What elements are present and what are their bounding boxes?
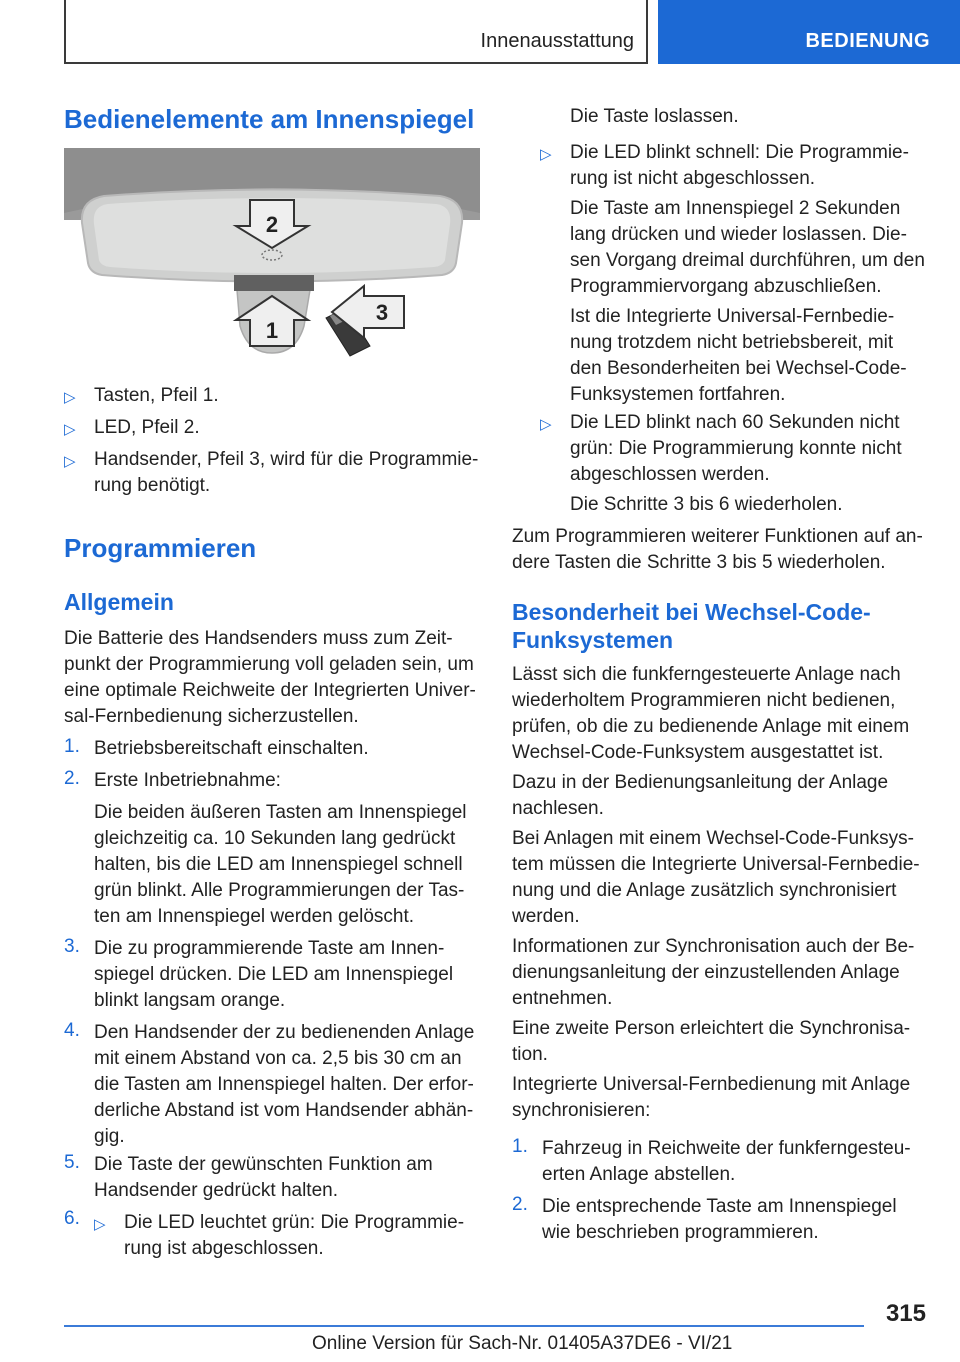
- paragraph-line: sen Vorgang dreimal durchführen, um den: [570, 250, 925, 271]
- step-text: Fahrzeug in Reichweite der funkferngesteu-: [542, 1138, 911, 1159]
- step-text: mit einem Abstand von ca. 2,5 bis 30 cm an: [94, 1048, 462, 1069]
- step-text: Die beiden äußeren Tasten am Innenspiegel: [94, 802, 467, 823]
- paragraph-line: Bei Anlagen mit einem Wechsel-Code-Funksys-: [512, 828, 914, 849]
- bullet-triangle-icon: ▷: [540, 416, 552, 433]
- paragraph-line: Funksystemen fortfahren.: [570, 384, 786, 405]
- step-text: gig.: [94, 1126, 125, 1147]
- subheading-wechsel-code-cont: Funksystemen: [512, 627, 674, 653]
- step-number: 6.: [64, 1208, 80, 1229]
- paragraph-line: nung und die Anlage zusätzlich synchronisiert: [512, 880, 897, 901]
- list-item: Handsender, Pfeil 3, wird für die Programmie-: [94, 449, 479, 470]
- paragraph-line: entnehmen.: [512, 988, 613, 1009]
- step-number: 2.: [512, 1194, 528, 1215]
- paragraph-line: dienungsanleitung der einzustellenden Anlage: [512, 962, 900, 983]
- step-text: Betriebsbereitschaft einschalten.: [94, 738, 369, 759]
- paragraph-line: Informationen zur Synchronisation auch der Be-: [512, 936, 915, 957]
- arrow-label-1: 1: [265, 318, 279, 343]
- paragraph-line: den Besonderheiten bei Wechsel-Code-: [570, 358, 907, 379]
- step-text: Die entsprechende Taste am Innenspiegel: [542, 1196, 897, 1217]
- step-number: 1.: [64, 736, 80, 757]
- step-text: erten Anlage abstellen.: [542, 1164, 736, 1185]
- bullet-triangle-icon: ▷: [540, 146, 552, 163]
- list-item: LED, Pfeil 2.: [94, 417, 200, 438]
- bullet-triangle-icon: ▷: [94, 1216, 106, 1233]
- list-item: grün: Die Programmierung konnte nicht: [570, 438, 902, 459]
- paragraph-line: Die Batterie des Handsenders muss zum Zeit-: [64, 628, 453, 649]
- step-text: halten, bis die LED am Innenspiegel schnell: [94, 854, 463, 875]
- bullet-triangle-icon: ▷: [64, 453, 76, 470]
- mirror-buttons: [234, 275, 314, 291]
- paragraph-line: lang drücken und wieder loslassen. Die-: [570, 224, 907, 245]
- paragraph-line: sal-Fernbedienung sicherzustellen.: [64, 706, 359, 727]
- footer-version: Online Version für Sach-Nr. 01405A37DE6 - VI/21: [312, 1333, 733, 1354]
- step-number: 1.: [512, 1136, 528, 1157]
- mirror-illustration: [64, 148, 480, 358]
- step-text: die Tasten am Innenspiegel halten. Der erfor-: [94, 1074, 474, 1095]
- subheading-allgemein: Allgemein: [64, 589, 174, 615]
- list-item: abgeschlossen werden.: [570, 464, 770, 485]
- step-text: grün blinkt. Alle Programmierungen der Tas-: [94, 880, 465, 901]
- paragraph-line: synchronisieren:: [512, 1100, 651, 1121]
- paragraph-line: punkt der Programmierung voll geladen sein, um: [64, 654, 474, 675]
- step-text: blinkt langsam orange.: [94, 990, 286, 1011]
- footer-divider: [64, 1325, 864, 1327]
- step-text: wie beschrieben programmieren.: [542, 1222, 819, 1243]
- list-item-cont: rung benötigt.: [94, 475, 211, 496]
- list-item: Tasten, Pfeil 1.: [94, 385, 219, 406]
- paragraph-line: tem müssen die Integrierte Universal-Fernbedie-: [512, 854, 920, 875]
- step-number: 4.: [64, 1020, 80, 1041]
- step-number: 3.: [64, 936, 80, 957]
- list-item: rung ist nicht abgeschlossen.: [570, 168, 816, 189]
- paragraph-line: Lässt sich die funkferngesteuerte Anlage nach: [512, 664, 901, 685]
- paragraph-line: Integrierte Universal-Fernbedienung mit Anlage: [512, 1074, 911, 1095]
- step-text: Den Handsender der zu bedienenden Anlage: [94, 1022, 475, 1043]
- paragraph-line: werden.: [512, 906, 580, 927]
- paragraph-line: tion.: [512, 1044, 548, 1065]
- page-title: Bedienelemente am Innenspiegel: [64, 104, 475, 134]
- step-text: Die Taste loslassen.: [570, 106, 739, 127]
- paragraph-line: Zum Programmieren weiterer Funktionen auf an-: [512, 526, 923, 547]
- section-heading-programmieren: Programmieren: [64, 533, 257, 563]
- bullet-triangle-icon: ▷: [64, 421, 76, 438]
- list-item: Die LED blinkt schnell: Die Programmie-: [570, 142, 909, 163]
- step-number: 2.: [64, 768, 80, 789]
- paragraph-line: Programmiervorgang abzuschließen.: [570, 276, 882, 297]
- paragraph-line: eine optimale Reichweite der Integrierten Univer-: [64, 680, 476, 701]
- step-text: Die LED leuchtet grün: Die Programmie-: [124, 1212, 465, 1233]
- step-text: ten am Innenspiegel werden gelöscht.: [94, 906, 415, 927]
- paragraph-line: nachlesen.: [512, 798, 604, 819]
- header-section-tab: [64, 0, 648, 64]
- step-text: Erste Inbetriebnahme:: [94, 770, 281, 791]
- arrow-label-2: 2: [265, 212, 279, 237]
- paragraph-line: Die Taste am Innenspiegel 2 Sekunden: [570, 198, 901, 219]
- paragraph-line: Die Schritte 3 bis 6 wiederholen.: [570, 494, 843, 515]
- paragraph-line: prüfen, ob die zu bedienende Anlage mit einem: [512, 716, 910, 737]
- header-chapter-tab: [658, 0, 960, 64]
- paragraph-line: dere Tasten die Schritte 3 bis 5 wiederholen.: [512, 552, 886, 573]
- header-chapter-title: BEDIENUNG: [805, 30, 930, 52]
- subheading-wechsel-code: Besonderheit bei Wechsel-Code-: [512, 599, 871, 625]
- step-text: spiegel drücken. Die LED am Innenspiegel: [94, 964, 454, 985]
- paragraph-line: nung trotzdem nicht betriebsbereit, mit: [570, 332, 894, 353]
- step-text: rung ist abgeschlossen.: [124, 1238, 324, 1259]
- step-text: derliche Abstand ist vom Handsender abhän-: [94, 1100, 474, 1121]
- step-text: Handsender gedrückt halten.: [94, 1180, 338, 1201]
- step-text: gleichzeitig ca. 10 Sekunden lang gedrückt: [94, 828, 456, 849]
- paragraph-line: Eine zweite Person erleichtert die Synchronisa-: [512, 1018, 911, 1039]
- bullet-triangle-icon: ▷: [64, 389, 76, 406]
- paragraph-line: Dazu in der Bedienungsanleitung der Anlage: [512, 772, 889, 793]
- list-item: Die LED blinkt nach 60 Sekunden nicht: [570, 412, 900, 433]
- page-number: 315: [885, 1300, 926, 1327]
- arrow-label-3: 3: [375, 300, 389, 325]
- header-section-title: Innenausstattung: [480, 30, 634, 52]
- paragraph-line: wiederholtem Programmieren nicht bedienen,: [512, 690, 896, 711]
- paragraph-line: Ist die Integrierte Universal-Fernbedie-: [570, 306, 895, 327]
- step-number: 5.: [64, 1152, 80, 1173]
- step-text: Die Taste der gewünschten Funktion am: [94, 1154, 433, 1175]
- step-text: Die zu programmierende Taste am Innen-: [94, 938, 445, 959]
- paragraph-line: Wechsel-Code-Funksystem ausgestattet ist.: [512, 742, 884, 763]
